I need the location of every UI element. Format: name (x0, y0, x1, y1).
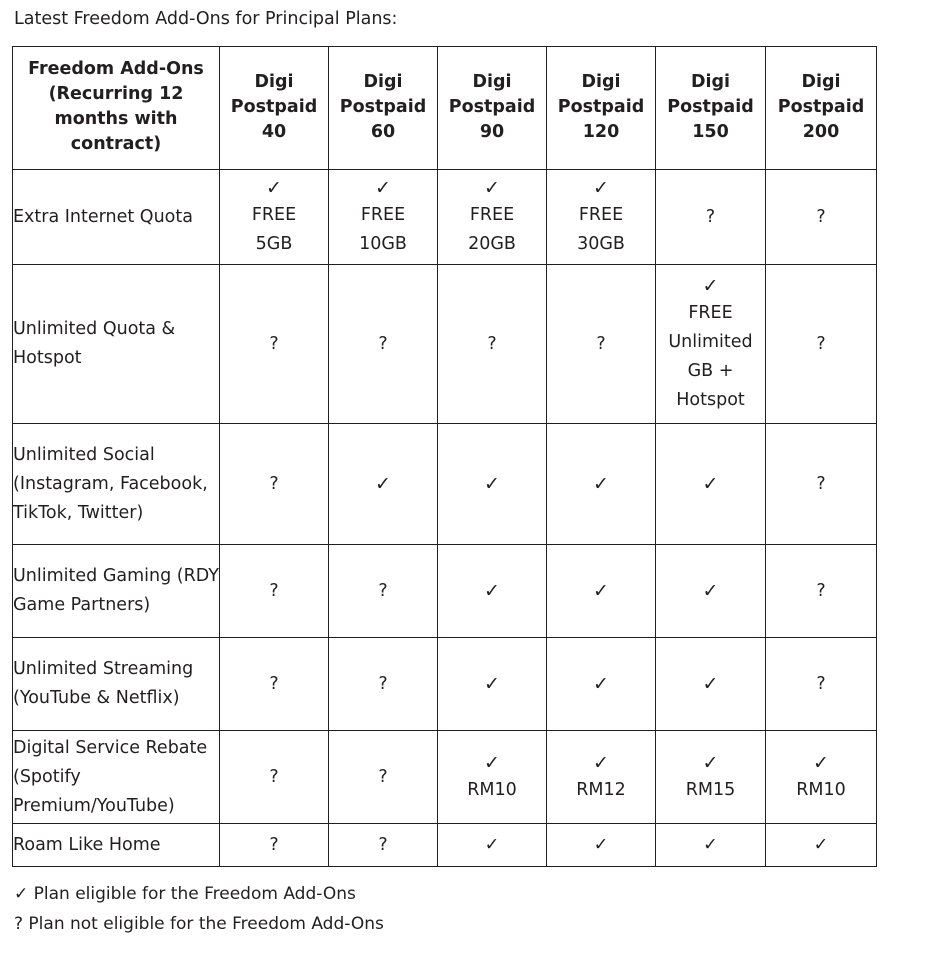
status-mark: ✓ (593, 177, 609, 199)
row-label-unlimited-streaming: Unlimited Streaming (YouTube & Netflix) (13, 638, 220, 731)
cell-extra-quota-plan150 (656, 170, 766, 265)
cell-note: RM10 (796, 779, 846, 800)
cell-note: FREE 30GB (577, 205, 625, 254)
cell-social-plan40 (220, 424, 329, 545)
cell-extra-quota-plan90 (438, 170, 547, 265)
cell-gaming-plan200 (766, 545, 877, 638)
status-mark: ✓ (375, 177, 391, 199)
status-mark: ? (269, 473, 279, 494)
status-mark: ✓ (484, 673, 500, 695)
cell-note: RM12 (576, 779, 626, 800)
cell-streaming-plan120 (547, 638, 656, 731)
status-mark: ✓ (813, 751, 829, 774)
status-mark: ✓ (593, 751, 609, 774)
status-mark: ✓ (484, 580, 500, 602)
status-mark: ? (705, 206, 716, 227)
cell-unlimited-quota-plan120 (547, 265, 656, 424)
cell-rebate-plan200 (766, 731, 877, 824)
cell-streaming-plan90 (438, 638, 547, 731)
freedom-addons-table (12, 46, 877, 867)
cell-roam-plan60 (329, 824, 438, 867)
table-row (13, 545, 877, 638)
status-mark: ? (378, 580, 388, 601)
status-mark: ? (378, 766, 388, 787)
cell-note: RM10 (467, 779, 517, 800)
cell-rebate-plan150 (656, 731, 766, 824)
table-row (13, 265, 877, 424)
status-mark: ✓ (484, 473, 500, 495)
column-header-plan-200: Digi Postpaid 200 (766, 47, 877, 170)
status-mark: ✓ (593, 834, 609, 855)
row-label-extra-internet-quota: Extra Internet Quota (13, 170, 220, 265)
legend (14, 879, 925, 939)
cell-roam-plan90 (438, 824, 547, 867)
cell-extra-quota-plan120 (547, 170, 656, 265)
status-mark: ✓ (593, 673, 609, 695)
column-header-plan-120: Digi Postpaid 120 (547, 47, 656, 170)
cell-unlimited-quota-plan40 (220, 265, 329, 424)
cell-note: RM15 (685, 779, 736, 800)
cell-roam-plan40 (220, 824, 329, 867)
legend-eligible: ✓ Plan eligible for the Freedom Add-Ons (14, 884, 356, 904)
status-mark: ? (596, 333, 606, 354)
status-mark: ? (378, 673, 388, 694)
table-row (13, 170, 877, 265)
cell-social-plan60 (329, 424, 438, 545)
cell-unlimited-quota-plan90 (438, 265, 547, 424)
cell-rebate-plan90 (438, 731, 547, 824)
status-mark: ? (269, 333, 279, 354)
table-header-row (13, 47, 877, 170)
cell-social-plan90 (438, 424, 547, 545)
cell-roam-plan120 (547, 824, 656, 867)
table-header (13, 47, 877, 170)
cell-unlimited-quota-plan60 (329, 265, 438, 424)
legend-not-eligible: ? Plan not eligible for the Freedom Add-Ons (14, 914, 384, 934)
cell-unlimited-quota-plan200 (766, 265, 877, 424)
status-mark: ✓ (702, 275, 719, 297)
cell-note: FREE 5GB (251, 205, 297, 254)
cell-gaming-plan150 (656, 545, 766, 638)
status-mark: ✓ (702, 473, 719, 495)
cell-roam-plan200 (766, 824, 877, 867)
cell-rebate-plan60 (329, 731, 438, 824)
status-mark: ? (487, 333, 497, 354)
column-header-addons: Freedom Add-Ons (Recurring 12 months with contract) (13, 47, 220, 170)
cell-gaming-plan120 (547, 545, 656, 638)
status-mark: ✓ (484, 177, 500, 199)
table-row (13, 824, 877, 867)
status-mark: ? (378, 333, 388, 354)
status-mark: ✓ (375, 473, 391, 495)
intro-text: Latest Freedom Add-Ons for Principal Plans: (14, 9, 398, 29)
cell-streaming-plan150 (656, 638, 766, 731)
cell-note: FREE 20GB (468, 205, 516, 254)
column-header-plan-90: Digi Postpaid 90 (438, 47, 547, 170)
cell-note: FREE 10GB (359, 205, 407, 254)
column-header-plan-40: Digi Postpaid 40 (220, 47, 329, 170)
column-header-plan-150: Digi Postpaid 150 (656, 47, 766, 170)
table-row (13, 424, 877, 545)
status-mark: ? (816, 673, 826, 694)
status-mark: ✓ (484, 751, 500, 774)
status-mark: ? (269, 766, 279, 787)
cell-unlimited-quota-plan150 (656, 265, 766, 424)
cell-extra-quota-plan40 (220, 170, 329, 265)
table-row (13, 731, 877, 824)
status-mark: ? (816, 473, 826, 494)
cell-roam-plan150 (656, 824, 766, 867)
cell-gaming-plan90 (438, 545, 547, 638)
table-body (13, 170, 877, 867)
cell-rebate-plan120 (547, 731, 656, 824)
row-label-unlimited-social: Unlimited Social (Instagram, Facebook, TikTok, Twitter) (13, 424, 220, 545)
cell-streaming-plan200 (766, 638, 877, 731)
cell-rebate-plan40 (220, 731, 329, 824)
cell-extra-quota-plan60 (329, 170, 438, 265)
status-mark: ? (816, 206, 826, 227)
status-mark: ? (378, 834, 388, 855)
cell-social-plan200 (766, 424, 877, 545)
cell-note: FREE Unlimited GB + Hotspot (668, 303, 753, 410)
cell-streaming-plan60 (329, 638, 438, 731)
status-mark: ? (269, 580, 279, 601)
status-mark: ✓ (813, 834, 829, 855)
status-mark: ✓ (266, 177, 282, 199)
cell-extra-quota-plan200 (766, 170, 877, 265)
row-label-unlimited-gaming: Unlimited Gaming (RDY Game Partners) (13, 545, 220, 638)
status-mark: ? (816, 580, 826, 601)
cell-social-plan150 (656, 424, 766, 545)
column-header-plan-60: Digi Postpaid 60 (329, 47, 438, 170)
cell-gaming-plan40 (220, 545, 329, 638)
row-label-digital-service-rebate: Digital Service Rebate (Spotify Premium/YouTube) (13, 731, 220, 824)
status-mark: ✓ (702, 580, 719, 602)
table-row (13, 638, 877, 731)
status-mark: ✓ (484, 834, 500, 855)
status-mark: ? (269, 834, 279, 855)
status-mark: ? (269, 673, 279, 694)
status-mark: ✓ (593, 473, 609, 495)
cell-streaming-plan40 (220, 638, 329, 731)
cell-gaming-plan60 (329, 545, 438, 638)
status-mark: ? (816, 333, 826, 354)
status-mark: ✓ (702, 751, 719, 774)
row-label-roam-like-home: Roam Like Home (13, 824, 220, 867)
row-label-unlimited-quota-hotspot: Unlimited Quota & Hotspot (13, 265, 220, 424)
status-mark: ✓ (593, 580, 609, 602)
status-mark: ✓ (703, 834, 718, 855)
status-mark: ✓ (702, 673, 719, 695)
cell-social-plan120 (547, 424, 656, 545)
